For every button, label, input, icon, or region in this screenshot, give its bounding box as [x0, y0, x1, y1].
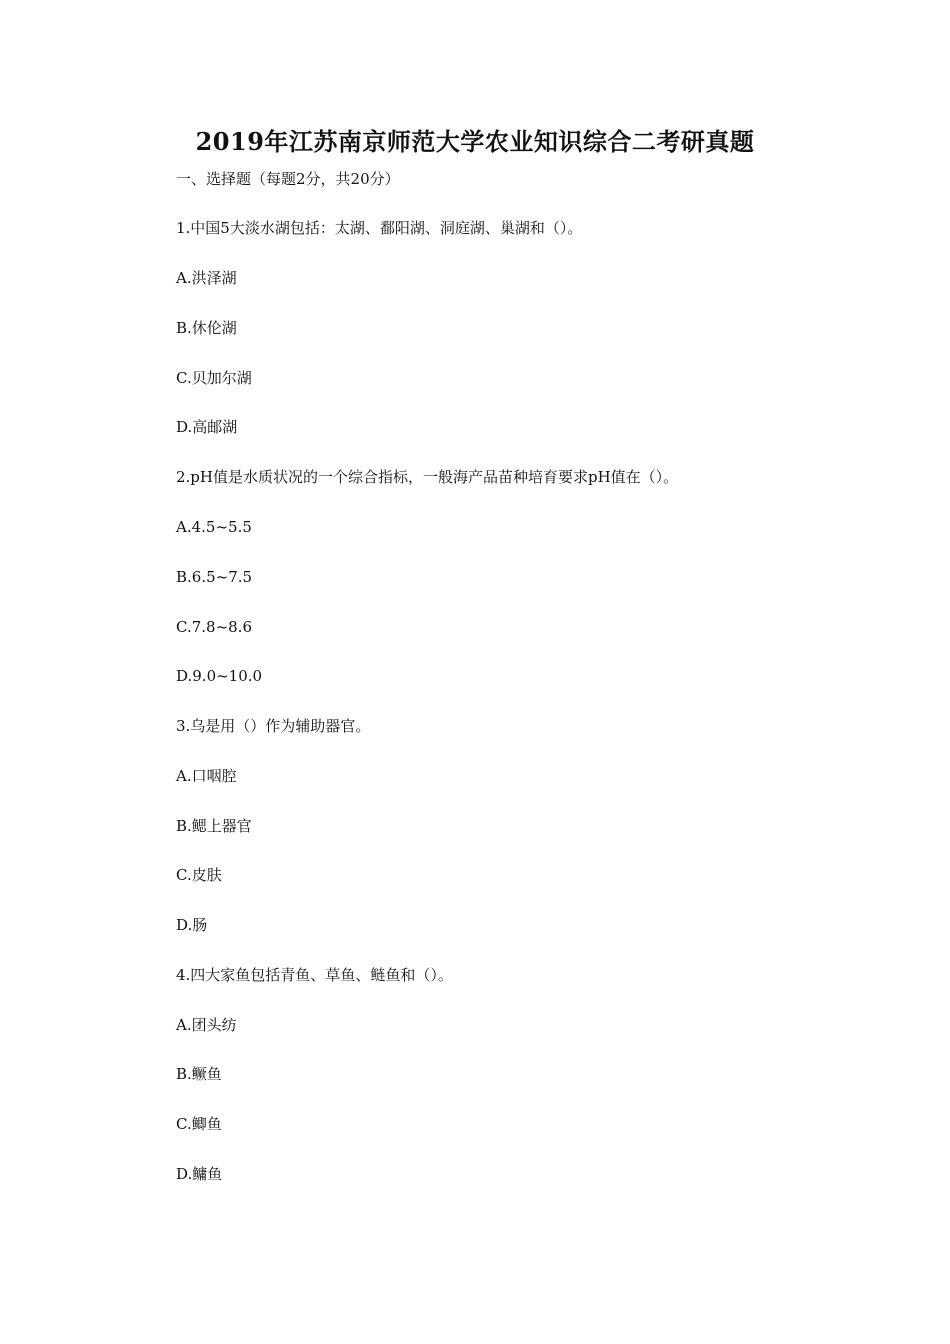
- question-3-option-c: C.皮肤: [176, 866, 222, 884]
- question-1-option-a: A.洪泽湖: [176, 269, 237, 287]
- question-1-option-c: C.贝加尔湖: [176, 369, 252, 387]
- document-title: 2019年江苏南京师范大学农业知识综合二考研真题: [195, 127, 755, 156]
- question-4-option-a: A.团头纺: [176, 1016, 237, 1034]
- question-3-stem: 3.乌是用（）作为辅助器官。: [176, 717, 371, 735]
- question-4-stem: 4.四大家鱼包括青鱼、草鱼、鲢鱼和（）。: [176, 966, 453, 984]
- question-1-option-d: D.高邮湖: [176, 418, 238, 436]
- question-1-option-b: B.休伦湖: [176, 319, 237, 337]
- question-3-option-d: D.肠: [176, 916, 208, 934]
- question-3-option-b: B.鳃上器官: [176, 817, 252, 835]
- question-3-option-a: A.口咽腔: [176, 767, 237, 785]
- question-4-option-b: B.鳜鱼: [176, 1065, 222, 1083]
- section-heading: 一、选择题（每题2分，共20分）: [176, 170, 400, 188]
- question-2-option-c: C.7.8~8.6: [176, 618, 252, 636]
- question-1-stem: 1.中国5大淡水湖包括：太湖、鄱阳湖、洞庭湖、巢湖和（）。: [176, 219, 583, 237]
- question-2-option-b: B.6.5~7.5: [176, 568, 253, 586]
- question-2-stem: 2.pH值是水质状况的一个综合指标，一般海产品苗种培育要求pH值在（）。: [176, 468, 679, 486]
- question-2-option-d: D.9.0~10.0: [176, 667, 263, 685]
- question-4-option-d: D.鳙鱼: [176, 1165, 223, 1183]
- question-2-option-a: A.4.5~5.5: [176, 518, 252, 536]
- question-4-option-c: C.鲫鱼: [176, 1115, 222, 1133]
